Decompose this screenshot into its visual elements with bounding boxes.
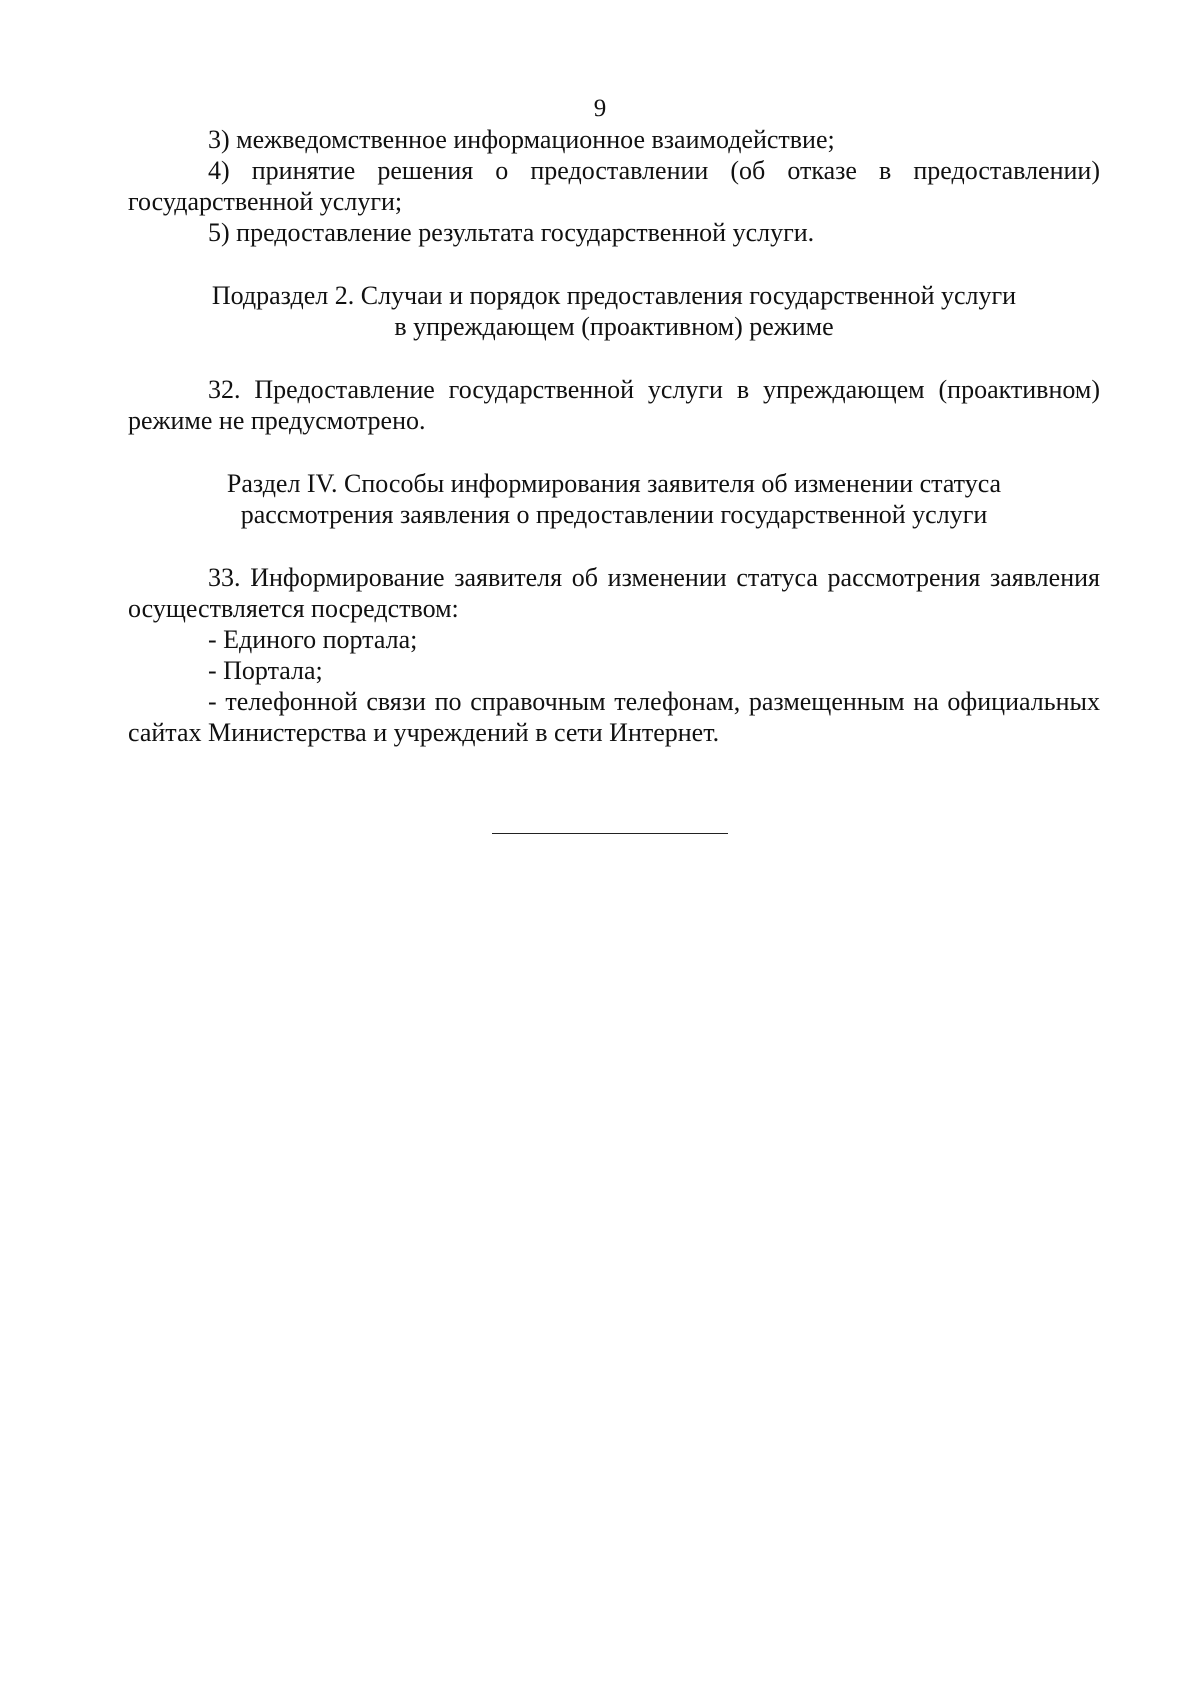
paragraph-32: 32. Предоставление государственной услуги в упреждающем (проактивном) режиме не предусмотрено.	[128, 375, 1100, 435]
subsection-heading-line-2: в упреждающем (проактивном) режиме	[394, 312, 834, 341]
subsection-heading-line-1: Подраздел 2. Случаи и порядок предоставления государственной услуги	[211, 281, 1017, 310]
list-item-step-4: 4) принятие решения о предоставлении (об отказе в предоставлении) государственной услуги;	[128, 156, 1100, 216]
spacer	[128, 342, 1100, 374]
section-heading-line-2: рассмотрения заявления о предоставлении государственной услуги	[240, 500, 988, 529]
paragraph-33-intro: 33. Информирование заявителя об изменении статуса рассмотрения заявления осуществляется посредством:	[128, 563, 1100, 623]
section-heading-line-1: Раздел IV. Способы информирования заявителя об изменении статуса	[226, 469, 1002, 498]
list-item-step-3: 3) межведомственное информационное взаимодействие;	[208, 125, 835, 154]
list-item-step-5: 5) предоставление результата государственной услуги.	[208, 218, 815, 247]
end-divider	[492, 833, 728, 834]
spacer	[128, 530, 1100, 562]
list-item-phone: - телефонной связи по справочным телефонам, размещенным на официальных сайтах Министерства и учреждений в сети Интернет.	[128, 687, 1100, 747]
document-body	[128, 124, 1100, 748]
spacer	[128, 248, 1100, 280]
spacer	[128, 436, 1100, 468]
page-number: 9	[593, 95, 607, 122]
list-item-portal: - Портала;	[208, 656, 323, 685]
list-item-unified-portal: - Единого портала;	[208, 625, 418, 654]
